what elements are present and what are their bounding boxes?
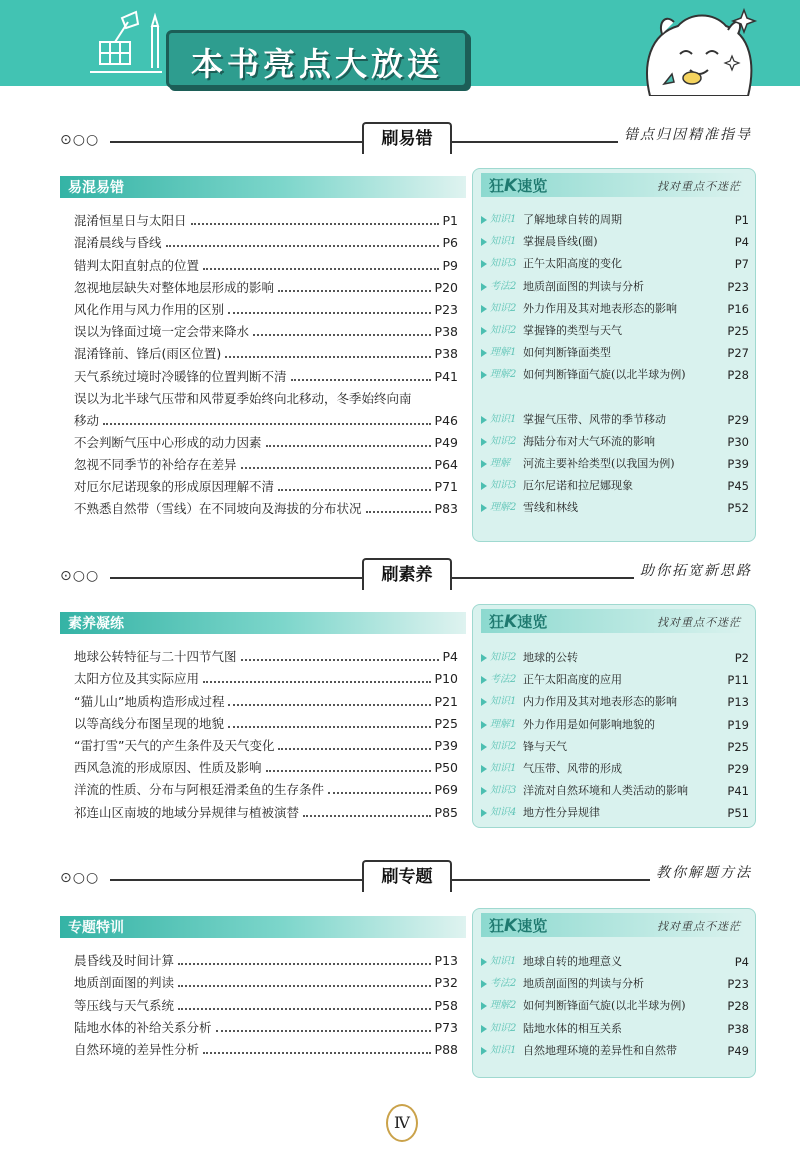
triangle-icon — [481, 260, 487, 268]
list-item: 对厄尔尼诺现象的形成原因理解不清 P71 — [74, 479, 458, 495]
list-item: 误以为锋面过境一定会带来降水 P38 — [74, 324, 458, 340]
list-item: 误以为北半球气压带和风带夏季始终向北移动，冬季始终向南 移动 P46 — [74, 390, 458, 428]
list-item: 洋流的性质、分布与阿根廷滑柔鱼的生存条件 P69 — [74, 782, 458, 798]
left-tag — [60, 612, 466, 634]
title-box — [166, 30, 468, 88]
list-item: 知识1 地球自转的地理意义 P4 — [481, 951, 751, 973]
list-item: 理解1 如何判断锋面类型 P27 — [481, 342, 751, 364]
list-item: 风化作用与风力作用的区别 P23 — [74, 301, 458, 317]
left-tag — [60, 176, 466, 198]
list-item: 知识2 掌握锋的类型与天气 P25 — [481, 320, 751, 342]
triangle-icon — [481, 416, 487, 424]
banner — [0, 0, 800, 100]
panel-header — [481, 173, 745, 197]
list-item: 不熟悉自然带（雪线）在不同坡向及海拔的分布状况 P83 — [74, 501, 458, 517]
triangle-icon — [481, 238, 487, 246]
left-tag-label: 专题特训 — [68, 920, 124, 936]
list-item: 理解2 如何判断锋面气旋(以北半球为例) P28 — [481, 995, 751, 1017]
list-item: 知识3 洋流对自然环境和人类活动的影响 P41 — [481, 780, 751, 802]
panel-header — [481, 913, 745, 937]
triangle-icon — [481, 460, 487, 468]
list-item: 考法2 正午太阳高度的应用 P11 — [481, 669, 751, 691]
triangle-icon — [481, 676, 487, 684]
lamp-grid-pencil-icon — [86, 6, 166, 86]
list-item: 知识3 正午太阳高度的变化 P7 — [481, 253, 751, 275]
list-item: 知识1 掌握晨昏线(圈) P4 — [481, 231, 751, 253]
list-item: 知识1 自然地理环境的差异性和自然带 P49 — [481, 1040, 751, 1062]
triangle-icon — [481, 482, 487, 490]
list-item: “雷打雪”天气的产生条件及天气变化 P39 — [74, 737, 458, 753]
list-item: 忽视不同季节的补给存在差异 P64 — [74, 456, 458, 472]
list-item: 考法2 地质剖面图的判读与分析 P23 — [481, 973, 751, 995]
triangle-icon — [481, 654, 487, 662]
list-item: 天气系统过境时冷暖锋的位置判断不清 P41 — [74, 368, 458, 384]
section-header-literacy — [0, 556, 800, 596]
list-item: 混淆恒星日与太阳日 P1 — [74, 213, 458, 229]
list-item: 混淆晨线与昏线 P6 — [74, 235, 458, 251]
list-item: 知识2 外力作用及其对地表形态的影响 P16 — [481, 298, 751, 320]
section-header-topics — [0, 858, 800, 898]
list-item: 知识2 海陆分布对大气环流的影响 P30 — [481, 431, 751, 453]
left-tag-label: 易混易错 — [68, 180, 124, 196]
literacy-list — [74, 646, 458, 824]
section-note: 助你拓宽新思路 — [634, 560, 752, 580]
triangle-icon — [481, 1047, 487, 1055]
triangle-icon — [481, 743, 487, 751]
error-list — [74, 210, 458, 520]
list-item: 自然环境的差异性分析 P88 — [74, 1041, 458, 1057]
section-tab: 刷素养 — [362, 558, 452, 590]
list-item: 晨昏线及时间计算 P13 — [74, 953, 458, 969]
panel-title: 狂K速览 — [489, 916, 548, 936]
list-item: 理解1 外力作用是如何影响地貌的 P19 — [481, 714, 751, 736]
list-item: “猫儿山”地质构造形成过程 P21 — [74, 693, 458, 709]
section-tab: 刷专题 — [362, 860, 452, 892]
triangle-icon — [481, 765, 487, 773]
list-item: 理解2 雪线和林线 P52 — [481, 497, 751, 519]
triangle-icon — [481, 809, 487, 817]
list-item: 忽视地层缺失对整体地层形成的影响 P20 — [74, 279, 458, 295]
quick-view-panel — [472, 168, 756, 542]
topic-list — [74, 950, 458, 1061]
section-note: 教你解题方法 — [650, 862, 752, 882]
dots-icon: ⊙○○ — [60, 568, 100, 584]
left-tag — [60, 916, 466, 938]
knowledge-list — [481, 951, 751, 1062]
list-item: 理解2 如何判断锋面气旋(以北半球为例) P28 — [481, 364, 751, 386]
list-item: 不会判断气压中心形成的动力因素 P49 — [74, 434, 458, 450]
triangle-icon — [481, 787, 487, 795]
panel-title: 狂K速览 — [489, 176, 548, 196]
triangle-icon — [481, 504, 487, 512]
triangle-icon — [481, 721, 487, 729]
list-item: 知识2 陆地水体的相互关系 P38 — [481, 1018, 751, 1040]
panel-note: 找对重点不迷茫 — [657, 180, 741, 193]
mascot-icon — [632, 4, 762, 96]
triangle-icon — [481, 305, 487, 313]
left-tag-label: 素养凝练 — [68, 616, 124, 632]
list-item: 等压线与天气系统 P58 — [74, 997, 458, 1013]
triangle-icon — [481, 371, 487, 379]
triangle-icon — [481, 1002, 487, 1010]
section-header-errors — [0, 120, 800, 160]
quick-view-panel — [472, 908, 756, 1078]
page-number: Ⅳ — [386, 1104, 418, 1142]
list-item: 理解 河流主要补给类型(以我国为例) P39 — [481, 453, 751, 475]
list-item: 太阳方位及其实际应用 P10 — [74, 671, 458, 687]
panel-note: 找对重点不迷茫 — [657, 920, 741, 933]
dots-icon: ⊙○○ — [60, 870, 100, 886]
panel-header — [481, 609, 745, 633]
list-item: 错判太阳直射点的位置 P9 — [74, 257, 458, 273]
panel-title: 狂K速览 — [489, 612, 548, 632]
list-item: 知识1 掌握气压带、风带的季节移动 P29 — [481, 409, 751, 431]
list-item: 知识2 锋与天气 P25 — [481, 736, 751, 758]
list-item: 混淆锋前、锋后(雨区位置) P38 — [74, 346, 458, 362]
list-item: 陆地水体的补给关系分析 P73 — [74, 1019, 458, 1035]
triangle-icon — [481, 958, 487, 966]
list-item: 知识1 内力作用及其对地表形态的影响 P13 — [481, 691, 751, 713]
list-item: 西风急流的形成原因、性质及影响 P50 — [74, 760, 458, 776]
section-note: 错点归因精准指导 — [618, 124, 752, 144]
triangle-icon — [481, 438, 487, 446]
knowledge-list — [481, 647, 751, 825]
section-tab: 刷易错 — [362, 122, 452, 154]
list-item: 知识2 地球的公转 P2 — [481, 647, 751, 669]
list-item: 地球公转特征与二十四节气图 P4 — [74, 649, 458, 665]
list-item: 祁连山区南坡的地域分异规律与植被演替 P85 — [74, 804, 458, 820]
triangle-icon — [481, 698, 487, 706]
triangle-icon — [481, 980, 487, 988]
knowledge-list — [481, 209, 751, 520]
list-item: 知识1 气压带、风带的形成 P29 — [481, 758, 751, 780]
list-item: 知识1 了解地球自转的周期 P1 — [481, 209, 751, 231]
triangle-icon — [481, 216, 487, 224]
panel-note: 找对重点不迷茫 — [657, 616, 741, 629]
list-item: 地质剖面图的判读 P32 — [74, 975, 458, 991]
page-title: 本书亮点大放送 — [190, 45, 443, 83]
quick-view-panel — [472, 604, 756, 828]
list-item: 以等高线分布图呈现的地貌 P25 — [74, 715, 458, 731]
list-spacer — [481, 387, 751, 409]
list-item: 考法2 地质剖面图的判读与分析 P23 — [481, 276, 751, 298]
triangle-icon — [481, 283, 487, 291]
triangle-icon — [481, 1025, 487, 1033]
list-item: 知识3 厄尔尼诺和拉尼娜现象 P45 — [481, 475, 751, 497]
triangle-icon — [481, 349, 487, 357]
dots-icon: ⊙○○ — [60, 132, 100, 148]
list-item: 知识4 地方性分异规律 P51 — [481, 802, 751, 824]
triangle-icon — [481, 327, 487, 335]
